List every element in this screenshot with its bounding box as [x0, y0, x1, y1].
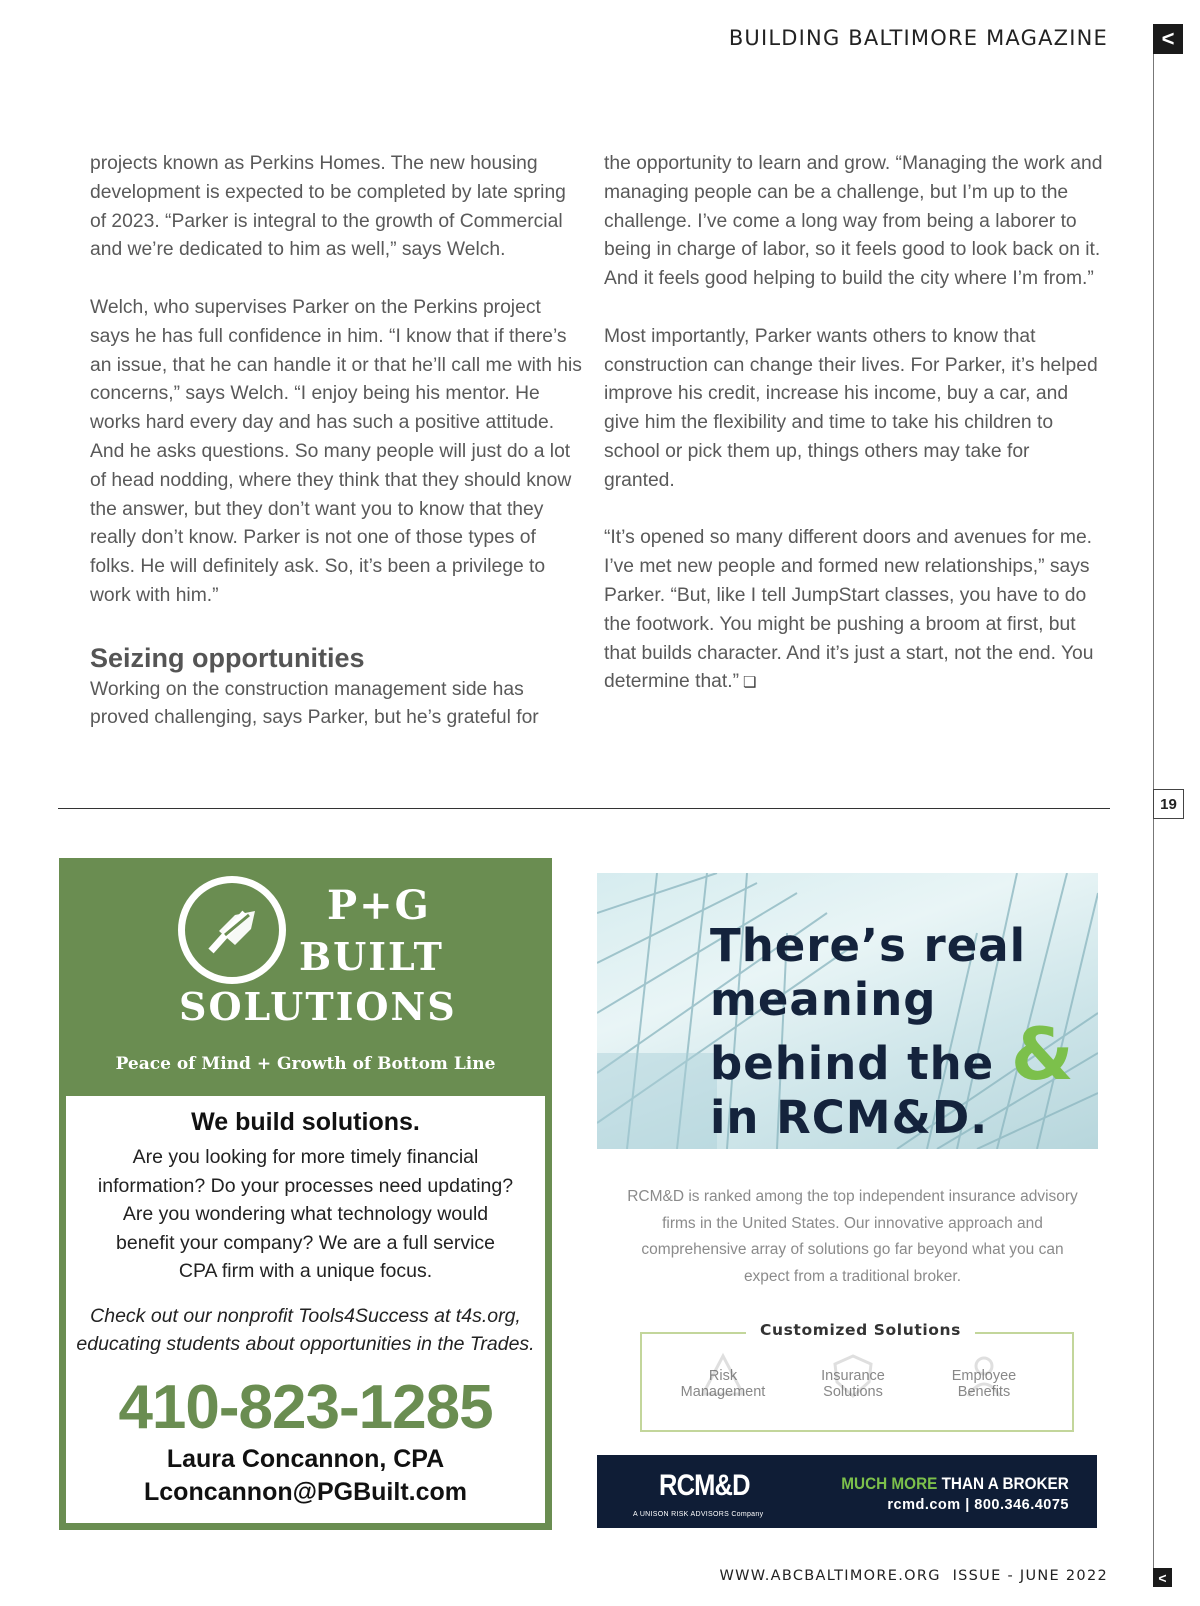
pg-name-line2: BUILT: [299, 934, 444, 979]
pg-phone-number[interactable]: 410-823-1285: [118, 1372, 493, 1442]
rcm-headline-line: There’s real: [710, 919, 1027, 972]
rcm-tagline-rest: THAN A BROKER: [941, 1474, 1069, 1493]
pg-nonprofit-note: Check out our nonprofit Tools4Success at t4s.org, educating students about opportunities in the Trades.: [76, 1304, 535, 1355]
article-paragraph: Working on the construction management side has proved challenging, says Parker, but he’s grateful for: [90, 678, 539, 729]
pg-leaf-logo-icon: [178, 876, 286, 984]
rcm-headline-text: behind the: [710, 1037, 995, 1090]
triangle-icon: [699, 1352, 747, 1400]
solution-label: Solutions: [823, 1384, 883, 1400]
rcm-logo: RCM&D: [659, 1469, 750, 1502]
pg-contact-name: Laura Concannon, CPA: [166, 1444, 445, 1473]
pg-body-text: Are you looking for more timely financial information? Do your processes need updating? Are you wondering what technology would benefit your company? We are a full service CPA firm with a unique focus.: [97, 1146, 514, 1282]
people-icon: [960, 1352, 1008, 1400]
footer-text: WWW.ABCBALTIMORE.ORG ISSUE - JUNE 2022: [719, 1568, 1108, 1584]
rcm-headline-line: meaning: [710, 973, 937, 1026]
rcm-banner[interactable]: [597, 1455, 1097, 1528]
shield-icon: [829, 1352, 877, 1400]
pg-tagline: Peace of Mind + Growth of Bottom Line: [115, 1054, 496, 1074]
rcm-tagline: [841, 1474, 1069, 1494]
rcm-headline-line: [710, 1012, 1075, 1096]
article-column-right: [604, 150, 1104, 698]
section-heading: Seizing opportunities: [90, 642, 365, 673]
article-paragraph-text: “It’s opened so many different doors and avenues for me. I’ve met new people and formed new relationships,” says Parker. “But, like I tell JumpStart classes, you have to do the footwork. You might be pushing a broom at first, but that builds character. And it’s just a start, not the end. You determine that.”: [604, 527, 1094, 693]
solution-label: Risk: [708, 1368, 738, 1384]
solutions-title: Customized Solutions: [746, 1321, 975, 1339]
solution-label: Management: [680, 1384, 766, 1400]
ampersand-glyph: &: [1010, 1012, 1075, 1096]
end-of-article-icon: ❏: [743, 674, 757, 692]
article-paragraph: Most importantly, Parker wants others to know that construction can change their lives. For Parker, it’s helped improve his credit, increase his income, buy a car, and give him the flexibility and time to take his children to school or pick them up, things others may take for granted.: [604, 325, 1098, 491]
rcm-tagline-accent: MUCH MORE: [841, 1474, 938, 1493]
article-paragraph: [604, 524, 1104, 698]
solution-label: Insurance: [821, 1368, 885, 1384]
article-column-left: [90, 150, 582, 733]
pg-name-line3: SOLUTIONS: [179, 984, 457, 1029]
page-number: 19: [1153, 789, 1184, 819]
rcm-building-photo: [597, 873, 1098, 1149]
solution-label: Employee: [951, 1368, 1017, 1384]
rcm-description: RCM&D is ranked among the top independent insurance advisory firms in the United States. Our innovative approach and comprehensive array of solutions go far beyond what you can expect from a traditional broker.: [627, 1188, 1078, 1285]
section-divider: [58, 808, 1110, 809]
article-paragraph: the opportunity to learn and grow. “Managing the work and managing people can be a challenge, but I’m up to the challenge. I’ve come a long way from being a laborer to being in charge of labor, so it feels good to look back on it. And it feels good helping to build the city where I’m from.”: [604, 153, 1103, 290]
rcm-headline-line: in RCM&D.: [710, 1091, 989, 1144]
solution-label: Benefits: [957, 1384, 1011, 1400]
pg-built-ad[interactable]: [59, 858, 552, 1530]
back-nav-button[interactable]: <: [1153, 24, 1183, 54]
pg-headline: We build solutions.: [191, 1108, 420, 1136]
pg-info-box: [66, 1096, 545, 1523]
solution-item-insurance[interactable]: [788, 1368, 918, 1400]
pg-name-line1: P+G: [327, 882, 431, 929]
rcm-contact[interactable]: rcmd.com | 800.346.4075: [887, 1497, 1069, 1513]
publication-title: BUILDING BALTIMORE MAGAZINE: [728, 26, 1108, 50]
solution-item-risk[interactable]: [658, 1368, 788, 1400]
solution-item-benefits[interactable]: [919, 1368, 1049, 1400]
back-nav-button-footer[interactable]: <: [1153, 1568, 1172, 1587]
rcm-headline: [710, 919, 1075, 1145]
article-paragraph: projects known as Perkins Homes. The new housing development is expected to be completed by late spring of 2023. “Parker is integral to the growth of Commercial and we’re dedicated to him as well,” says Welch.: [90, 153, 566, 261]
article-paragraph: Welch, who supervises Parker on the Perkins project says he has full confidence in him. “I know that if there’s an issue, that he can handle it or that he’ll call me with his concerns,” says Welch. “I enjoy being his mentor. He works hard every day and has such a positive attitude. And he asks questions. So many people will just do a lot of head nodding, where they think that they should know the answer, but they don’t want you to know that they really don’t know. Parker is not one of those types of folks. He will definitely ask. So, it’s been a privilege to work with him.”: [90, 296, 582, 606]
rcm-logo-subtitle: A UNISON RISK ADVISORS Company: [633, 1511, 764, 1518]
pg-contact-email[interactable]: Lconcannon@PGBuilt.com: [144, 1477, 467, 1506]
